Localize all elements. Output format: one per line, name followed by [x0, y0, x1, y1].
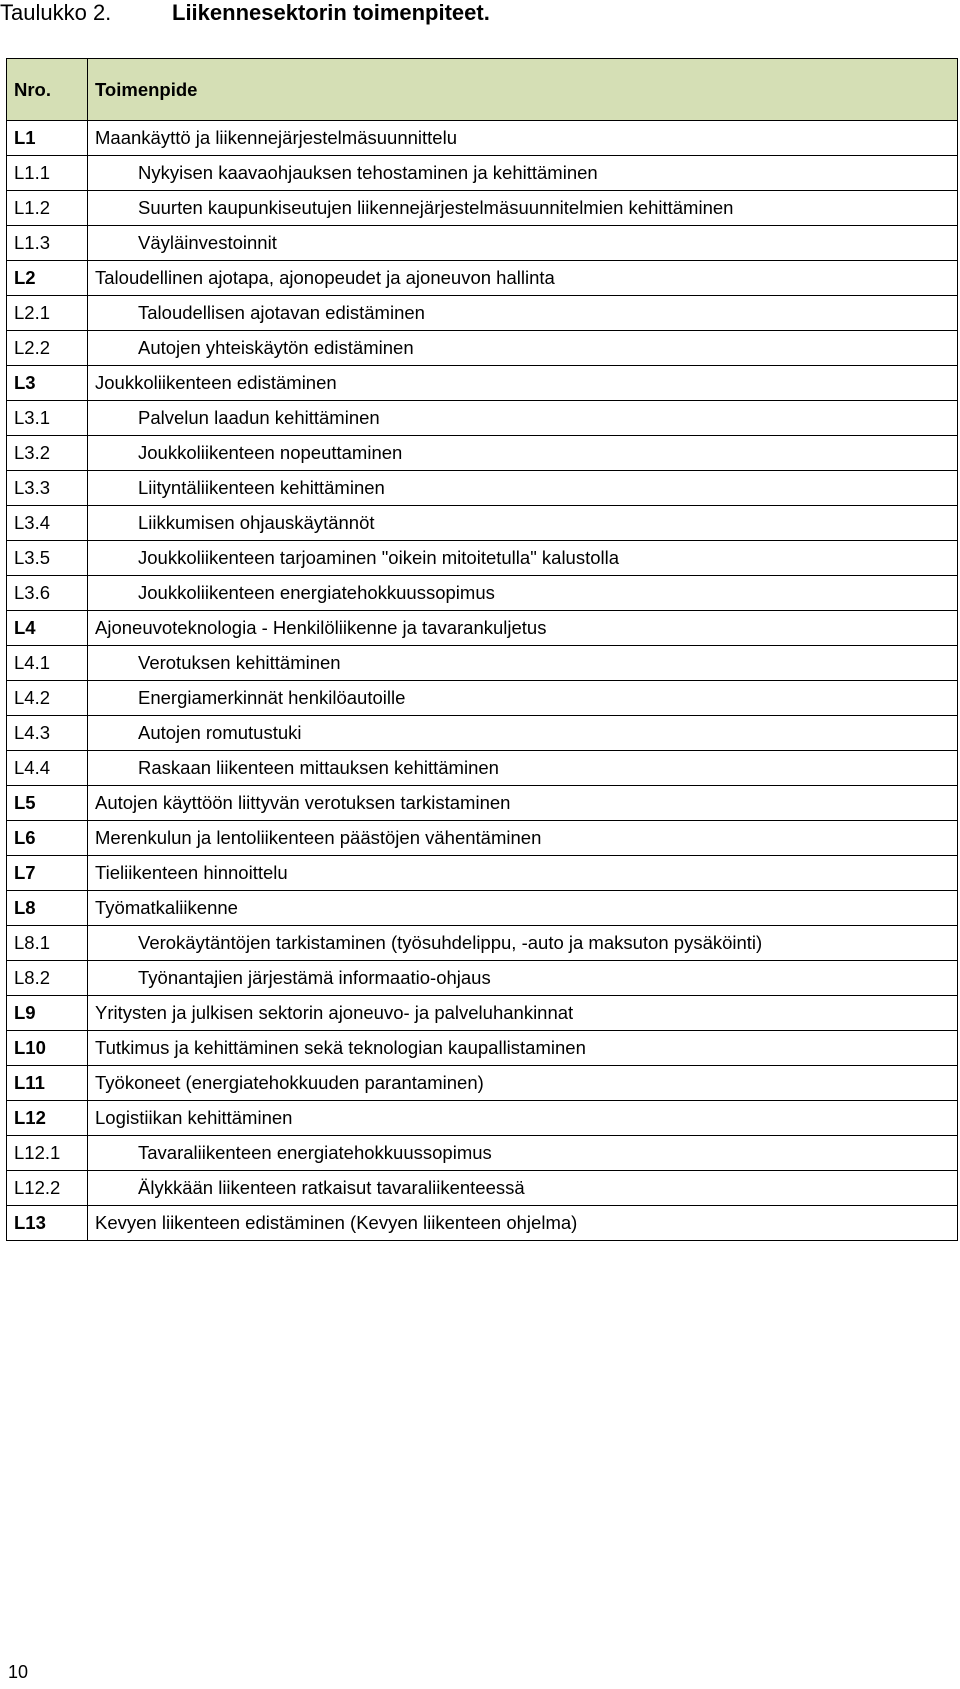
measure-name-cell [88, 576, 958, 611]
measure-name: Liityntäliikenteen kehittäminen [138, 477, 385, 498]
table-row [7, 891, 958, 926]
measure-name: Tutkimus ja kehittäminen sekä teknologian kaupallistaminen [95, 1037, 586, 1058]
table-row [7, 471, 958, 506]
table-row [7, 751, 958, 786]
measure-number: L13 [7, 1206, 88, 1241]
measures-table [6, 58, 958, 1241]
measure-number: L4.2 [7, 681, 88, 716]
measure-name: Työmatkaliikenne [95, 897, 238, 918]
measure-number: L8 [7, 891, 88, 926]
measure-name-cell [88, 191, 958, 226]
table-body [7, 121, 958, 1241]
table-row [7, 261, 958, 296]
measure-number: L1 [7, 121, 88, 156]
measure-number: L6 [7, 821, 88, 856]
table-row [7, 1066, 958, 1101]
measure-name-cell [88, 156, 958, 191]
measure-number: L3.1 [7, 401, 88, 436]
table-row [7, 506, 958, 541]
table-row [7, 226, 958, 261]
table-row [7, 401, 958, 436]
measure-name-cell [88, 366, 958, 401]
table-row [7, 436, 958, 471]
measure-name: Taloudellinen ajotapa, ajonopeudet ja ajoneuvon hallinta [95, 267, 555, 288]
measure-number: L4 [7, 611, 88, 646]
measure-number: L2.1 [7, 296, 88, 331]
measure-name-cell [88, 1206, 958, 1241]
measure-name: Autojen romutustuki [138, 722, 302, 743]
measure-name-cell [88, 121, 958, 156]
measure-number: L12.2 [7, 1171, 88, 1206]
measure-name-cell [88, 1031, 958, 1066]
measure-name: Autojen käyttöön liittyvän verotuksen tarkistaminen [95, 792, 511, 813]
table-row [7, 1206, 958, 1241]
table-row [7, 856, 958, 891]
table-row [7, 366, 958, 401]
measure-number: L12 [7, 1101, 88, 1136]
measure-name-cell [88, 1171, 958, 1206]
column-header-nro: Nro. [7, 59, 88, 121]
measure-name: Raskaan liikenteen mittauksen kehittäminen [138, 757, 499, 778]
measure-number: L5 [7, 786, 88, 821]
measure-name: Verokäytäntöjen tarkistaminen (työsuhdelippu, -auto ja maksuton pysäköinti) [138, 932, 763, 953]
measure-name-cell [88, 331, 958, 366]
measure-name-cell [88, 471, 958, 506]
table-row [7, 786, 958, 821]
table-caption-title: Liikennesektorin toimenpiteet. [172, 0, 490, 25]
table-row [7, 1171, 958, 1206]
measure-number: L3.5 [7, 541, 88, 576]
measure-name: Joukkoliikenteen nopeuttaminen [138, 442, 403, 463]
measure-name-cell [88, 611, 958, 646]
table-row [7, 716, 958, 751]
table-row [7, 1136, 958, 1171]
measure-name: Älykkään liikenteen ratkaisut tavaraliikenteessä [138, 1177, 525, 1198]
table-row [7, 191, 958, 226]
measure-number: L3.2 [7, 436, 88, 471]
measure-name-cell [88, 891, 958, 926]
measure-number: L8.1 [7, 926, 88, 961]
measure-number: L2.2 [7, 331, 88, 366]
measure-number: L9 [7, 996, 88, 1031]
measure-name: Työnantajien järjestämä informaatio-ohjaus [138, 967, 491, 988]
column-header-name: Toimenpide [88, 59, 958, 121]
measure-name-cell [88, 1066, 958, 1101]
measure-name: Tavaraliikenteen energiatehokkuussopimus [138, 1142, 492, 1163]
measure-name: Nykyisen kaavaohjauksen tehostaminen ja kehittäminen [138, 162, 598, 183]
measure-name: Joukkoliikenteen energiatehokkuussopimus [138, 582, 495, 603]
table-row [7, 961, 958, 996]
table-row [7, 1101, 958, 1136]
measure-name-cell [88, 1136, 958, 1171]
table-caption-label: Taulukko 2. [0, 0, 112, 25]
table-row [7, 996, 958, 1031]
table-row [7, 156, 958, 191]
measure-name: Joukkoliikenteen edistäminen [95, 372, 337, 393]
measure-name: Energiamerkinnät henkilöautoille [138, 687, 406, 708]
table-row [7, 611, 958, 646]
measure-number: L4.1 [7, 646, 88, 681]
measure-name-cell [88, 856, 958, 891]
measure-number: L3.4 [7, 506, 88, 541]
table-row [7, 541, 958, 576]
measure-number: L4.3 [7, 716, 88, 751]
measure-name: Tieliikenteen hinnoittelu [95, 862, 288, 883]
measure-name: Joukkoliikenteen tarjoaminen "oikein mitoitetulla" kalustolla [138, 547, 620, 568]
measure-name-cell [88, 961, 958, 996]
measure-name: Taloudellisen ajotavan edistäminen [138, 302, 425, 323]
table-row [7, 926, 958, 961]
measure-name: Kevyen liikenteen edistäminen (Kevyen liikenteen ohjelma) [95, 1212, 578, 1233]
table-caption [0, 0, 490, 30]
measure-name-cell [88, 926, 958, 961]
table-row [7, 1031, 958, 1066]
measure-name-cell [88, 821, 958, 856]
page-number: 10 [8, 1662, 29, 1682]
measure-name: Logistiikan kehittäminen [95, 1107, 293, 1128]
table-row [7, 821, 958, 856]
measure-name-cell [88, 436, 958, 471]
measure-name-cell [88, 261, 958, 296]
measure-number: L1.2 [7, 191, 88, 226]
measure-name-cell [88, 786, 958, 821]
measure-name: Autojen yhteiskäytön edistäminen [138, 337, 414, 358]
measure-name-cell [88, 646, 958, 681]
measure-number: L3.3 [7, 471, 88, 506]
measure-name-cell [88, 996, 958, 1031]
measure-number: L12.1 [7, 1136, 88, 1171]
measure-number: L1.1 [7, 156, 88, 191]
table-row [7, 121, 958, 156]
measure-number: L7 [7, 856, 88, 891]
table-row [7, 296, 958, 331]
measure-number: L3 [7, 366, 88, 401]
measure-number: L2 [7, 261, 88, 296]
table-row [7, 331, 958, 366]
measure-number: L11 [7, 1066, 88, 1101]
measure-name-cell [88, 296, 958, 331]
measure-name: Maankäyttö ja liikennejärjestelmäsuunnittelu [95, 127, 457, 148]
measure-name-cell [88, 751, 958, 786]
measure-name-cell [88, 541, 958, 576]
measure-number: L3.6 [7, 576, 88, 611]
measure-name-cell [88, 1101, 958, 1136]
measure-name: Yritysten ja julkisen sektorin ajoneuvo- ja palveluhankinnat [95, 1002, 574, 1023]
measure-name-cell [88, 506, 958, 541]
measure-name: Verotuksen kehittäminen [138, 652, 341, 673]
measure-name: Suurten kaupunkiseutujen liikennejärjestelmäsuunnitelmien kehittäminen [138, 197, 734, 218]
table-row [7, 681, 958, 716]
measure-name: Merenkulun ja lentoliikenteen päästöjen vähentäminen [95, 827, 542, 848]
measure-name: Työkoneet (energiatehokkuuden parantaminen) [95, 1072, 484, 1093]
table-row [7, 646, 958, 681]
measure-name-cell [88, 401, 958, 436]
measure-name: Liikkumisen ohjauskäytännöt [138, 512, 375, 533]
measure-number: L10 [7, 1031, 88, 1066]
measure-name-cell [88, 226, 958, 261]
measure-name-cell [88, 681, 958, 716]
measure-name: Ajoneuvoteknologia - Henkilöliikenne ja tavarankuljetus [95, 617, 547, 638]
measure-name-cell [88, 716, 958, 751]
measure-name: Palvelun laadun kehittäminen [138, 407, 380, 428]
table-header-row [7, 59, 958, 121]
measure-number: L1.3 [7, 226, 88, 261]
measure-number: L4.4 [7, 751, 88, 786]
table-row [7, 576, 958, 611]
measure-name: Väyläinvestoinnit [138, 232, 277, 253]
measure-number: L8.2 [7, 961, 88, 996]
